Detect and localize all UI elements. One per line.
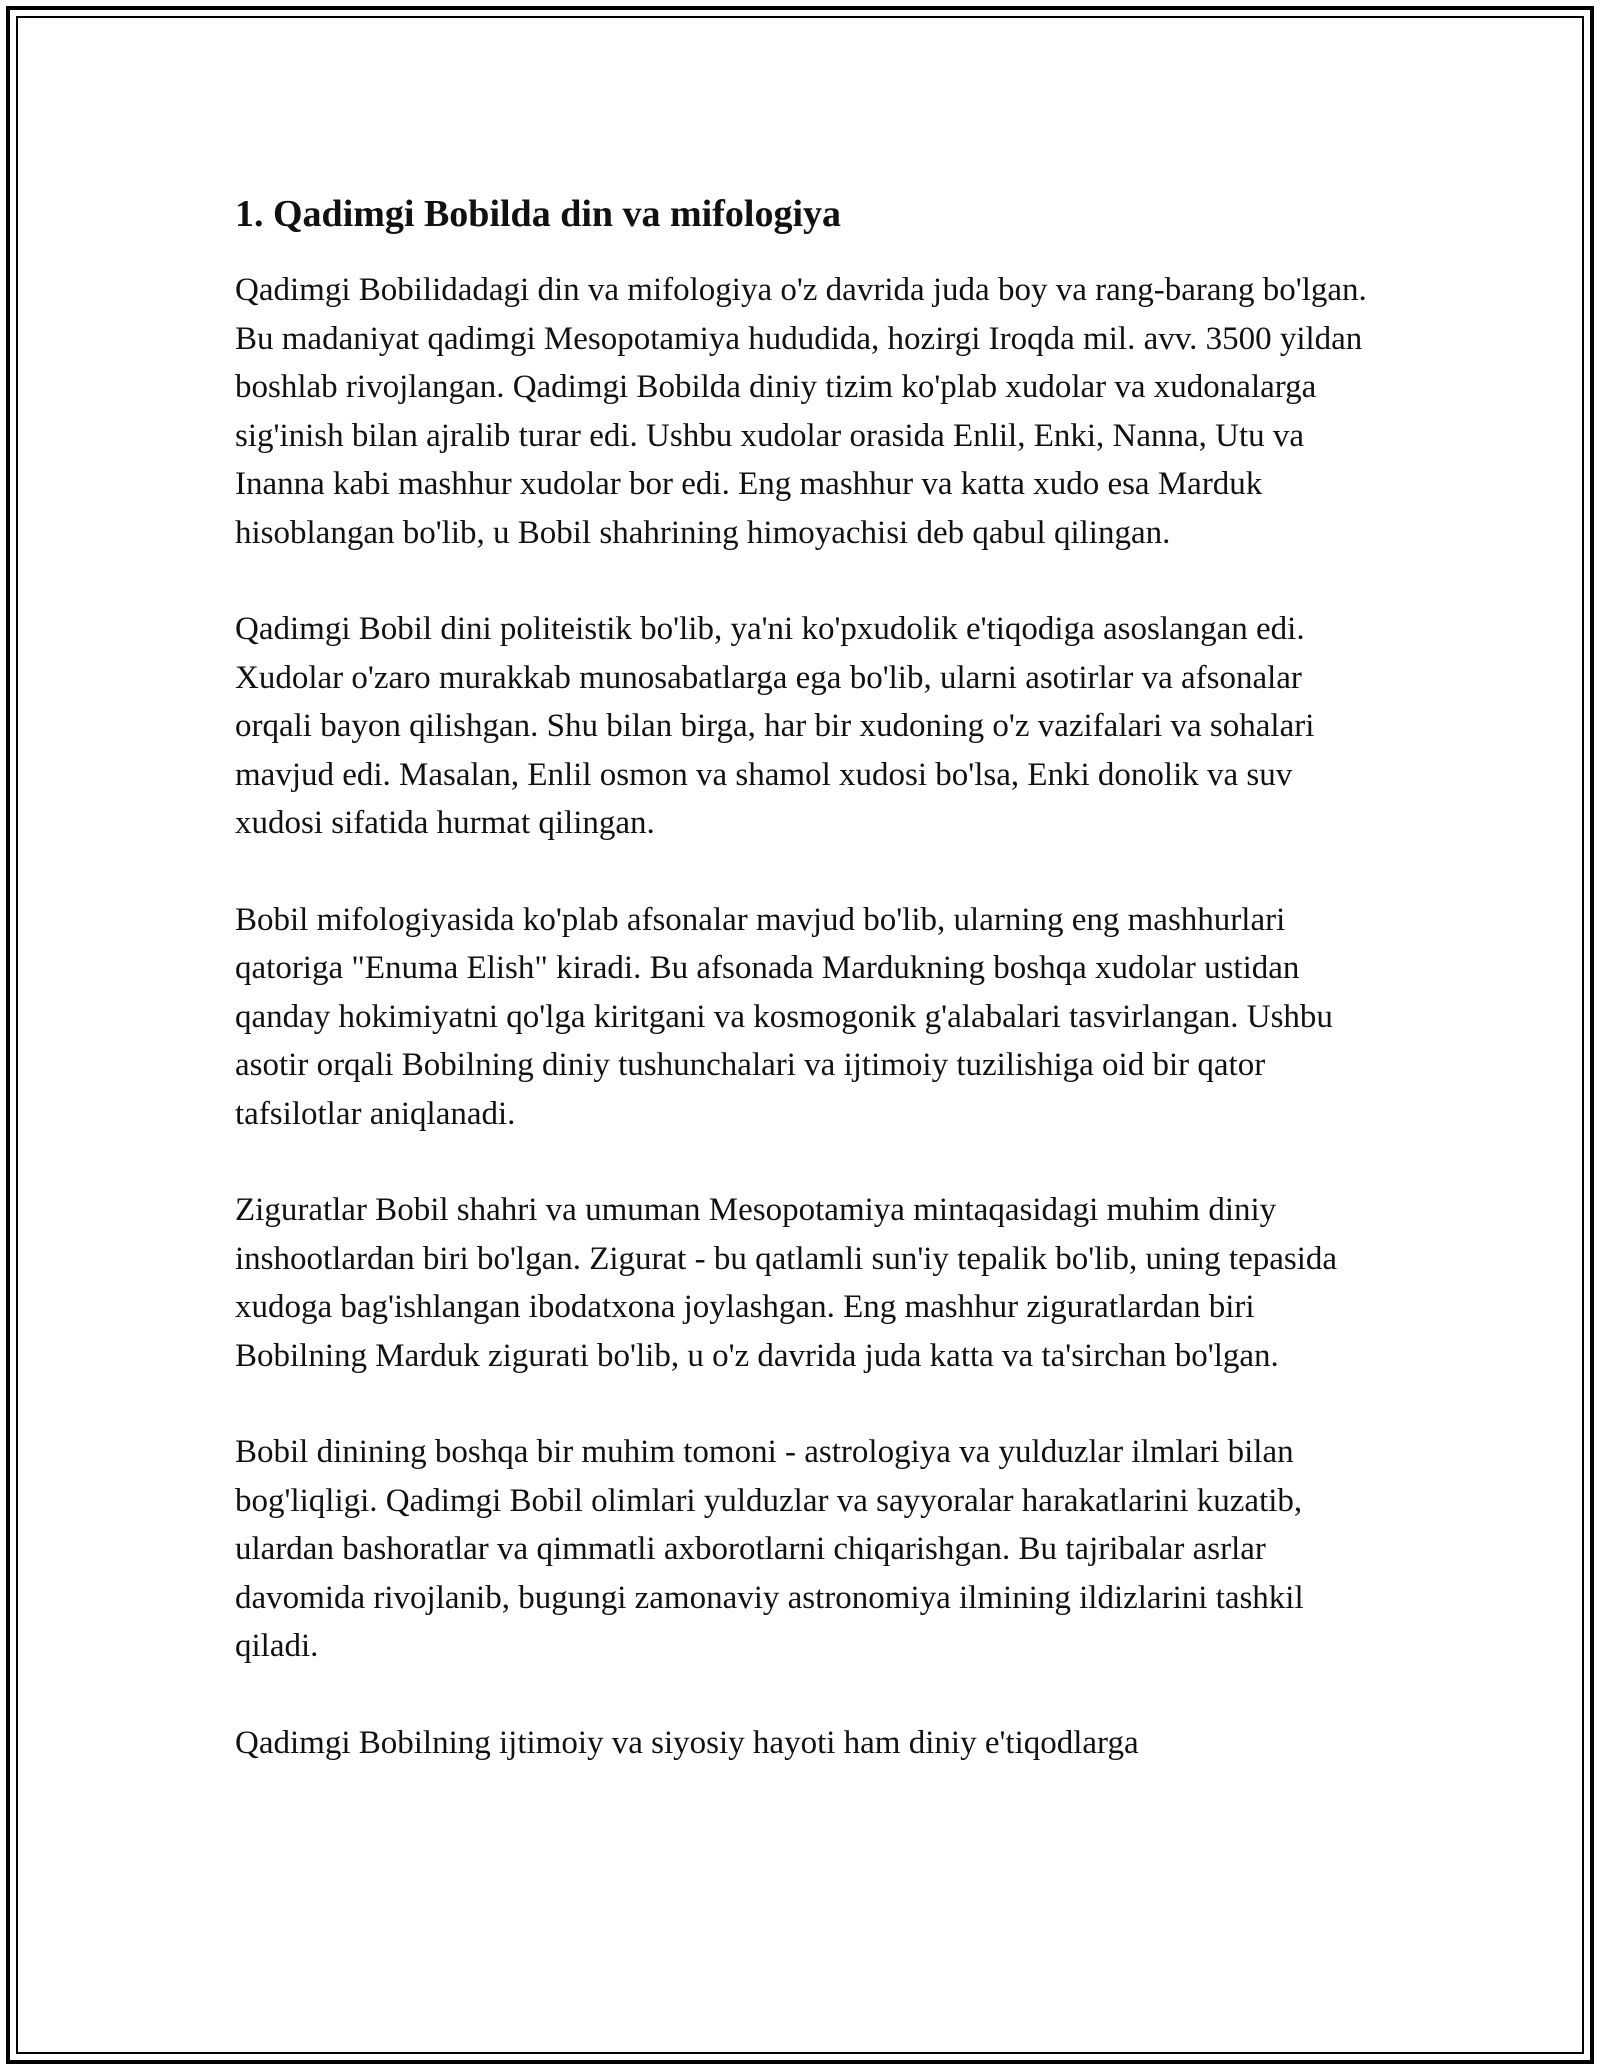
- section-title: 1. Qadimgi Bobilda din va mifologiya: [235, 193, 841, 235]
- paragraph-1: Qadimgi Bobilidadagi din va mifologiya o'z davrida juda boy va rang-barang bo'lgan. Bu madaniyat qadimgi Mesopotamiya hududida, hozirgi Iroqda mil. avv. 3500 yildan boshlab rivojlangan. Qadimgi Bobilda diniy tizim ko'plab xudolar va xudonalarga sig'inish bilan ajralib turar edi. Ushbu xudolar orasida Enlil, Enki, Nanna, Utu va Inanna kabi mashhur xudolar bor edi. Eng mashhur va katta xudo esa Marduk hisoblangan bo'lib, u Bobil shahrining himoyachisi deb qabul qilingan.: [235, 272, 1367, 551]
- paragraph-3: Bobil mifologiyasida ko'plab afsonalar mavjud bo'lib, ularning eng mashhurlari qatoriga "Enuma Elish" kiradi. Bu afsonada Mardukning boshqa xudolar ustidan qanday hokimiyatni qo'lga kiritgani va kosmogonik g'alabalari tasvirlangan. Ushbu asotir orqali Bobilning diniy tushunchalari va ijtimoiy tuzilishiga oid bir qator tafsilotlar aniqlanadi.: [235, 901, 1333, 1132]
- paragraph-4: Ziguratlar Bobil shahri va umuman Mesopotamiya mintaqasidagi muhim diniy inshootlardan biri bo'lgan. Zigurat - bu qatlamli sun'iy tepalik bo'lib, uning tepasida xudoga bag'ishlangan ibodatxona joylashgan. Eng mashhur ziguratlardan biri Bobilning Marduk zigurati bo'lib, u o'z davrida juda katta va ta'sirchan bo'lgan.: [235, 1192, 1338, 1374]
- document-body: [235, 188, 1370, 1815]
- paragraph-2: Qadimgi Bobil dini politeistik bo'lib, ya'ni ko'pxudolik e'tiqodiga asoslangan edi. Xudolar o'zaro murakkab munosabatlarga ega bo'lib, ularni asotirlar va afsonalar orqali bayon qilishgan. Shu bilan birga, har bir xudoning o'z vazifalari va sohalari mavjud edi. Masalan, Enlil osmon va shamol xudosi bo'lsa, Enki donolik va suv xudosi sifatida hurmat qilingan.: [235, 611, 1315, 841]
- paragraph-6: Qadimgi Bobilning ijtimoiy va siyosiy hayoti ham diniy e'tiqodlarga: [235, 1724, 1139, 1761]
- paragraph-5: Bobil dinining boshqa bir muhim tomoni - astrologiya va yulduzlar ilmlari bilan bog'liqligi. Qadimgi Bobil olimlari yulduzlar va sayyoralar harakatlarini kuzatib, ulardan bashoratlar va qimmatli axborotlarni chiqarishgan. Bu tajribalar asrlar davomida rivojlanib, bugungi zamonaviy astronomiya ilmining ildizlarini tashkil qiladi.: [235, 1434, 1304, 1664]
